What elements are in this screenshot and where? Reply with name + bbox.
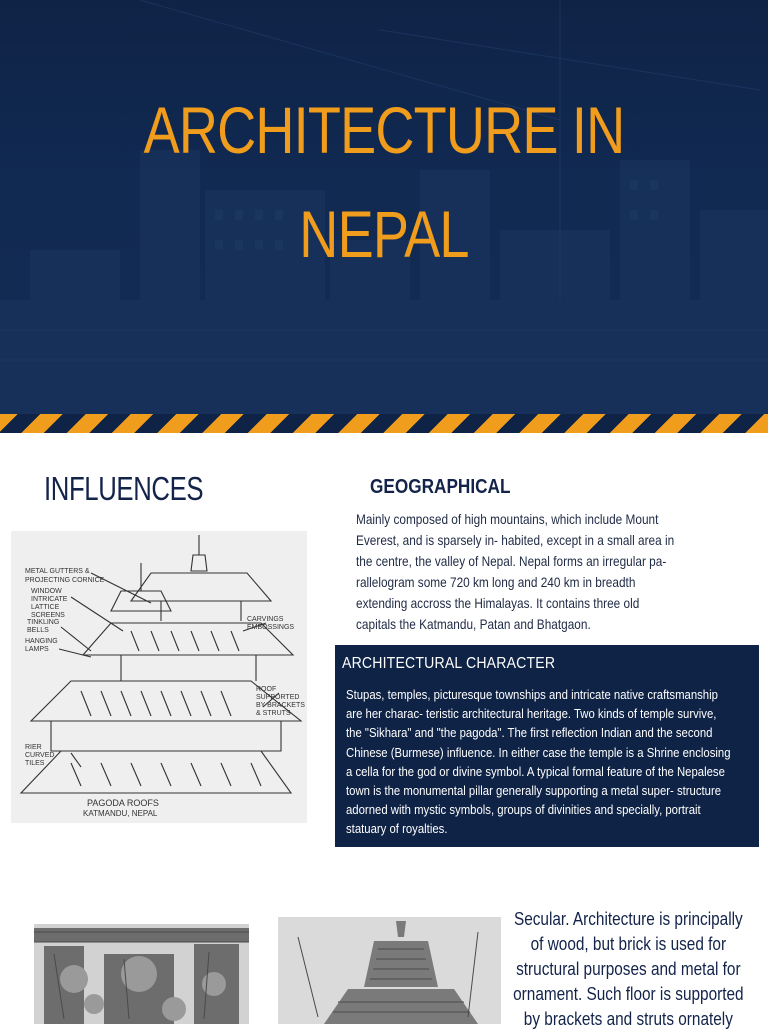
influences-heading: INFLUENCES [44, 470, 204, 507]
hazard-stripe-divider [0, 414, 768, 433]
label-struts: & STRUTS [256, 710, 291, 717]
architectural-character-text: Stupas, temples, picturesque townships and intricate native craftsmanship are her charac- teristic architectural heritage. Two kinds of temple survive, the "Sikhara" and "the pagoda". The first reflection Indian and the second Chinese (Burmese) influence. In either case the temple is a Shrine enclosing a cella for the god or divine symbol. A typical formal feature of the Nepalese town is the monumental pillar generally supporting a metal super- structure adorned with mystic symbols, groups of divinities and specially, portrait statuary of royalties. [346, 687, 731, 837]
stupa-photo-drawing [278, 917, 501, 1024]
pagoda-drawing [11, 531, 307, 823]
label-carvings: CARVINGS [247, 616, 284, 623]
label-roof: ROOF [256, 686, 277, 693]
label-hanging: HANGING [25, 638, 58, 645]
label-embossings: EMBOSSINGS [247, 624, 295, 631]
label-rier: RIER [25, 744, 42, 751]
title-line-1: ARCHITECTURE IN [143, 93, 625, 167]
sketch-caption-1: PAGODA ROOFS [87, 798, 159, 808]
sketch-caption-2: KATMANDU, NEPAL [83, 809, 158, 818]
hero-banner [0, 0, 768, 414]
label-lattice: LATTICE [31, 604, 60, 611]
label-tinkling: TINKLING [27, 619, 60, 626]
temple-photo-1 [34, 924, 249, 1024]
temple-photo-1-drawing [34, 924, 249, 1024]
secular-architecture-text: Secular. Architecture is principally of wood, but brick is used for structural purposes and metal for ornament. Such floor is supported by brackets and struts ornately [513, 908, 744, 1029]
label-screens: SCREENS [31, 612, 65, 619]
label-bells: BELLS [27, 627, 49, 634]
page-title [69, 78, 699, 286]
geographical-text: Mainly composed of high mountains, which include Mount Everest, and is sparsely in- habited, except in a small area in the centre, the valley of Nepal. Nepal forms an irregular pa- rallelogram some 720 km long and 240 km in breadth extending accross the Himalayas. It contains three old capitals the Katmandu, Patan and Bhatgaon. [356, 512, 675, 632]
label-window: WINDOW [31, 588, 62, 595]
label-intricate: INTRICATE [31, 596, 68, 603]
label-projecting-cornice: PROJECTING CORNICE [25, 577, 105, 584]
stupa-photo [278, 917, 501, 1024]
label-metal-gutters: METAL GUTTERS & [25, 568, 90, 575]
geographical-heading: GEOGRAPHICAL [370, 476, 511, 498]
label-lamps: LAMPS [25, 646, 49, 653]
title-line-2: NEPAL [299, 197, 469, 271]
pagoda-roofs-sketch [11, 531, 307, 823]
label-by-brackets: BY BRACKETS [256, 702, 305, 709]
architectural-character-heading: ARCHITECTURAL CHARACTER [342, 655, 556, 672]
label-tiles: TILES [25, 760, 45, 767]
label-supported: SUPPORTED [256, 694, 300, 701]
label-curved: CURVED [25, 752, 55, 759]
